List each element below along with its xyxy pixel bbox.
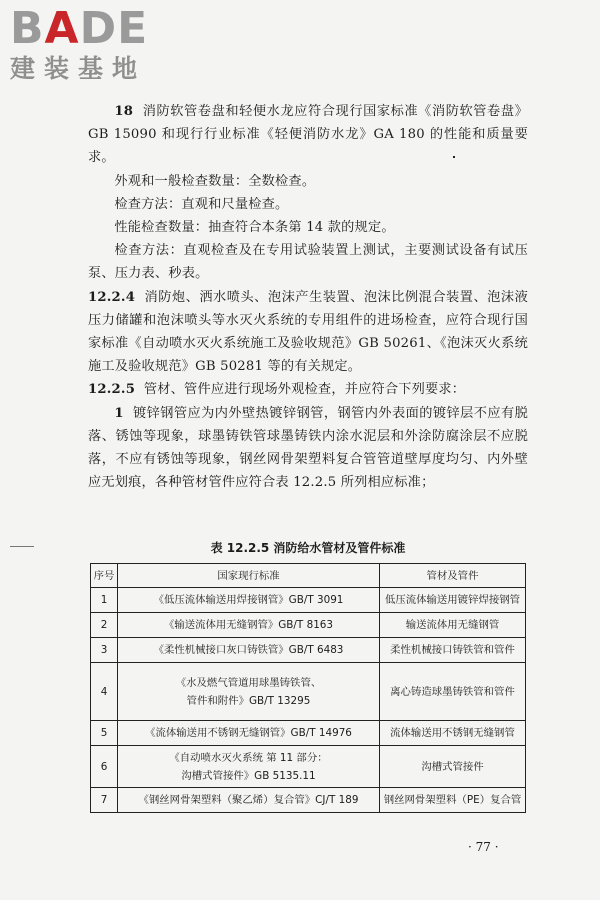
margin-mark (10, 546, 34, 547)
row-pipe: 沟槽式管接件 (380, 746, 526, 788)
row-standard-line2: 沟槽式管接件》GB 5135.11 (181, 769, 316, 782)
section-number-12-2-4: 12.2.4 (88, 289, 136, 305)
row-no: 6 (91, 746, 118, 788)
paragraph-performance-quantity: 性能检查数量：抽查符合本条第 14 款的规定。 (114, 220, 395, 236)
logo-letter-a: A (44, 3, 80, 54)
row-standard: 《柔性机械接口灰口铸铁管》GB/T 6483 (118, 638, 380, 663)
table-header-row (91, 564, 526, 588)
paragraph-inspection-method-1: 检查方法：直观和尺量检查。 (114, 196, 289, 212)
row-standard: 《流体输送用不锈钢无缝钢管》GB/T 14976 (118, 721, 380, 746)
row-pipe: 离心铸造球墨铸铁管和管件 (380, 663, 526, 721)
standards-table (90, 563, 526, 813)
row-standard: 《输送流体用无缝钢管》GB/T 8163 (118, 613, 380, 638)
logo-letters-b: B (10, 3, 45, 54)
paragraph-item-18 (88, 100, 528, 170)
row-pipe: 钢丝网骨架塑料（PE）复合管 (380, 788, 526, 813)
item-1-text: 镀锌钢管应为内外壁热镀锌钢管，钢管内外表面的镀锌层不应有脱落、锈蚀等现象，球墨铸铁管球墨铸铁内涂水泥层和外涂防腐涂层不应脱落，不应有锈蚀等现象，钢丝网骨架塑料复合管管道壁厚度均匀、内外壁应无划痕，各种管材管件应符合表 12.2.5 所列相应标准； (88, 405, 528, 491)
row-pipe: 输送流体用无缝钢管 (380, 613, 526, 638)
item-number-18: 18 (114, 104, 134, 119)
table-row (91, 721, 526, 746)
row-standard-line1: 《自动喷水灭火系统 第 11 部分： (169, 751, 328, 764)
bade-logo (10, 3, 190, 84)
table-title: 表 12.2.5 消防给水管材及管件标准 (210, 541, 406, 555)
row-no: 7 (91, 788, 118, 813)
row-standard: 《低压流体输送用焊接钢管》GB/T 3091 (118, 588, 380, 613)
section-12-2-4 (88, 286, 528, 379)
logo-wordmark (10, 3, 190, 54)
paragraph-inspection-method-2: 检查方法：直观检查及在专用试验装置上测试，主要测试设备有试压泵、压力表、秒表。 (88, 243, 528, 282)
row-standard (118, 663, 380, 721)
paragraph-appearance-quantity: 外观和一般检查数量：全数检查。 (114, 173, 316, 189)
logo-letters-de: DE (79, 3, 149, 54)
row-no: 2 (91, 613, 118, 638)
document-body (88, 100, 528, 494)
row-pipe: 柔性机械接口铸铁管和管件 (380, 638, 526, 663)
section-12-2-5-text: 管材、管件应进行现场外观检查，并应符合下列要求： (143, 382, 466, 398)
header-pipe: 管材及管件 (380, 564, 526, 588)
header-no: 序号 (91, 564, 118, 588)
paragraph-item-1 (88, 402, 528, 495)
section-number-12-2-5: 12.2.5 (88, 382, 136, 398)
row-standard-line1: 《水及燃气管道用球墨铸铁管、 (175, 676, 322, 689)
table-row (91, 663, 526, 721)
row-pipe: 流体输送用不锈钢无缝钢管 (380, 721, 526, 746)
section-12-2-4-text: 消防炮、洒水喷头、泡沫产生装置、泡沫比例混合装置、泡沫液压力储罐和泡沫喷头等水灭火系统的专用组件的进场检查，应符合现行国家标准《自动喷水灭火系统施工及验收规范》GB 50261、《泡沫灭火系统施工及验收规范》GB 50281 等的有关规定。 (88, 289, 528, 375)
header-standard: 国家现行标准 (118, 564, 380, 588)
table-row (91, 788, 526, 813)
row-pipe: 低压流体输送用镀锌焊接钢管 (380, 588, 526, 613)
table-row (91, 638, 526, 663)
table-row (91, 588, 526, 613)
row-no: 3 (91, 638, 118, 663)
table-row (91, 613, 526, 638)
row-standard-line2: 管件和附件》GB/T 13295 (186, 694, 311, 707)
row-no: 1 (91, 588, 118, 613)
page-number: · 77 · (468, 840, 499, 854)
item-number-1: 1 (114, 405, 124, 421)
row-standard: 《钢丝网骨架塑料（聚乙烯）复合管》CJ/T 189 (118, 788, 380, 813)
row-no: 5 (91, 721, 118, 746)
table-row (91, 746, 526, 788)
row-standard (118, 746, 380, 788)
logo-subtitle: 建装基地 (10, 54, 147, 83)
item-18-text: 消防软管卷盘和轻便水龙应符合现行国家标准《消防软管卷盘》GB 15090 和现行行业标准《轻便消防水龙》GA 180 的性能和质量要求。 (88, 104, 528, 166)
section-12-2-5 (88, 378, 528, 401)
row-no: 4 (91, 663, 118, 721)
